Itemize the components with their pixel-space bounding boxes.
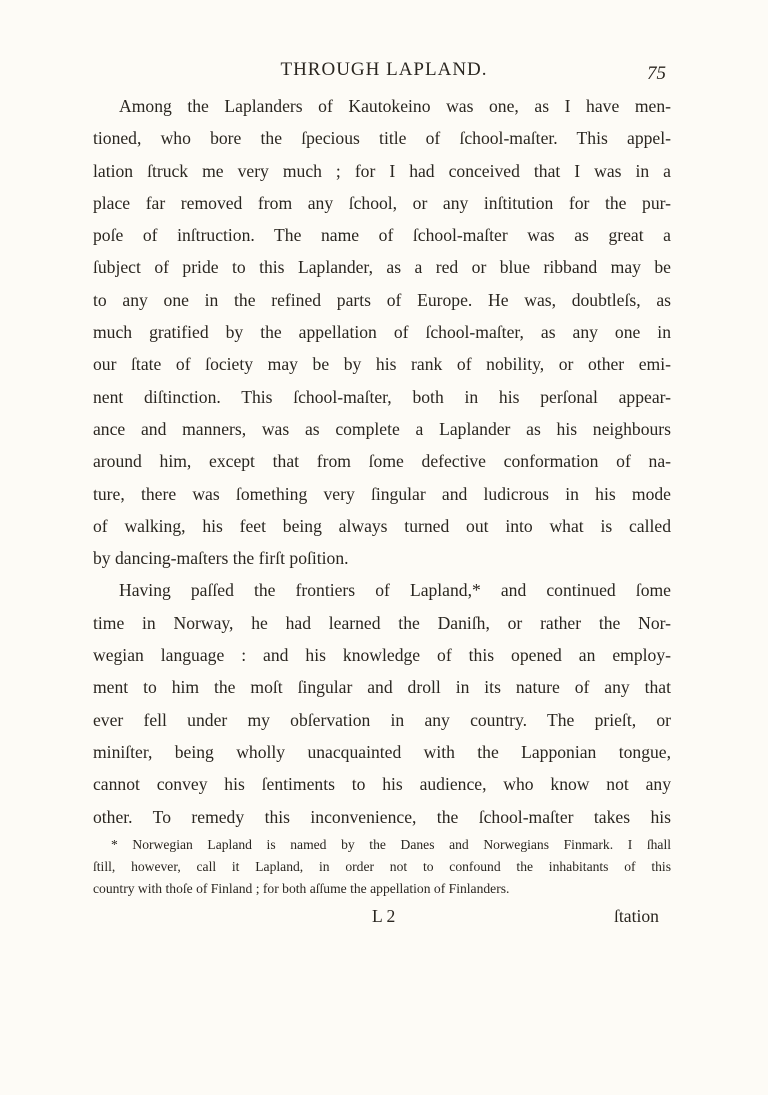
text-line: by dancing-maſters the firſt poſition.: [93, 548, 349, 569]
text-line: tioned, who bore the ſpecious title of ſchool-maſter. This appel-: [93, 128, 671, 149]
running-head: THROUGH LAPLAND.: [280, 59, 488, 80]
text-line: wegian language : and his knowledge of this opened an employ-: [93, 645, 671, 666]
text-line: to any one in the refined parts of Europe. He was, doubtleſs, as: [93, 289, 671, 310]
text-line: nent diſtinction. This ſchool-maſter, both in his perſonal appear-: [93, 386, 671, 407]
text-line: Having paſſed the frontiers of Lapland,* and continued ſome: [119, 580, 671, 601]
text-line: miniſter, being wholly unacquainted with the Lapponian tongue,: [93, 741, 671, 762]
text-line: our ſtate of ſociety may be by his rank of nobility, or other emi-: [93, 354, 671, 375]
footnote-line: country with thoſe of Finland ; for both aſſume the appellation of Finlanders.: [93, 881, 510, 896]
text-line: lation ſtruck me very much ; for I had conceived that I was in a: [93, 160, 671, 181]
footnote: [93, 834, 671, 900]
page-number: 75: [647, 63, 666, 84]
page-header: [0, 57, 768, 87]
text-line: poſe of inſtruction. The name of ſchool-maſter was as great a: [93, 225, 671, 246]
text-line: place far removed from any ſchool, or any inſtitution for the pur-: [93, 192, 671, 213]
body-text: [93, 90, 671, 833]
text-line: other. To remedy this inconvenience, the ſchool-maſter takes his: [93, 806, 671, 827]
signature-mark: L 2: [372, 906, 396, 926]
text-line: ment to him the moſt ſingular and droll in its nature of any that: [93, 677, 671, 698]
text-line: ever fell under my obſervation in any country. The prieſt, or: [93, 709, 671, 730]
text-line: ance and manners, was as complete a Laplander as his neighbours: [93, 418, 671, 439]
text-line: ture, there was ſomething very ſingular and ludicrous in his mode: [93, 483, 671, 504]
footnote-line: * Norwegian Lapland is named by the Danes and Norwegians Finmark. I ſhall: [111, 837, 671, 852]
page-footer: [0, 902, 768, 930]
text-line: of walking, his feet being always turned out into what is called: [93, 515, 671, 536]
text-line: much gratified by the appellation of ſchool-maſter, as any one in: [93, 322, 671, 343]
text-line: ſubject of pride to this Laplander, as a red or blue ribband may be: [93, 257, 671, 278]
text-line: around him, except that from ſome defective conformation of na-: [93, 451, 671, 472]
text-line: cannot convey his ſentiments to his audience, who know not any: [93, 774, 671, 795]
footnote-line: ſtill, however, call it Lapland, in order not to confound the inhabitants of this: [93, 859, 671, 874]
text-line: time in Norway, he had learned the Daniſh, or rather the Nor-: [93, 612, 671, 633]
catchword: ſtation: [614, 906, 659, 926]
text-line: Among the Laplanders of Kautokeino was one, as I have men-: [119, 96, 671, 116]
